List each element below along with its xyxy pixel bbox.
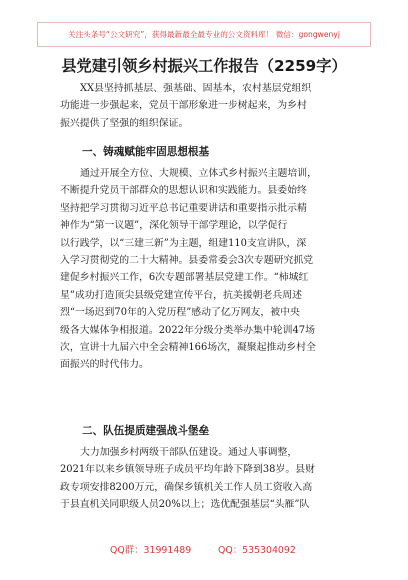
paragraph-line: 面振兴的时代伟力。 [60,359,149,371]
section-2-paragraph [60,444,352,514]
paragraph-line: 次，宣讲十九届六中全会精神166场次，凝聚起推动乡村全 [60,342,316,354]
qq-number: QQ：535304092 [218,545,296,556]
paragraph-line: 星”成功打造顶尖县级党建宣传平台，抗美援朝老兵周述 [60,289,303,301]
paragraph-line: 级各大媒体争相报道。2022年分级分类举办集中轮训47场 [60,324,315,336]
paragraph-line: 以行践学，以“三建三新”为主题，组建110支宣讲队，深 [60,237,307,249]
section-heading-1: 一、铸魂赋能牢固思想根基 [82,146,210,158]
paragraph-line: 坚持把学习贯彻习近平总书记重要讲话和重要指示批示精 [60,202,307,214]
paragraph-line: 建促乡村振兴工作，6次专题部署基层党建工作。“柿城红 [60,272,309,284]
intro-line: 振兴提供了坚强的组织保证。 [60,117,189,129]
intro-line: XX县坚持抓基层、强基础、固基本，农村基层党组织 [80,83,312,94]
paragraph-line: 通过开展全方位、大规模、立体式乡村振兴主题培训， [80,168,318,179]
section-heading-2: 二、队伍提质建强战斗堡垒 [82,425,210,437]
paragraph-line: 入学习贯彻党的二十大精神。县委常委会3次专题研究抓党 [60,255,314,267]
paragraph-line: 不断提升党员干部群众的思想认识和实践能力。县委始终 [60,185,307,197]
paragraph-line: 政专项安排8200万元，确保乡镇机关工作人员工资收入高 [60,481,313,493]
paragraph-line: 于县直机关同职级人员20%以上；选优配强基层“头雁”队 [60,499,310,511]
paragraph-line: 大力加强乡村两级干部队伍建设。通过人事调整， [80,447,298,458]
qq-group-number: QQ群：31991489 [110,545,192,556]
section-1-paragraph [60,165,352,374]
intro-line: 功能进一步强起来，党员干部形象进一步树起来，为乡村 [60,100,307,112]
paragraph-line: 2021年以来乡镇领导班子成员平均年龄下降到38岁。县财 [60,464,315,476]
paragraph-line: 神作为“第一议题”，深化领导干部学理论，以学促行 [60,220,288,232]
paragraph-line: 烈“一场迟到70年的入党历程”感动了亿万网友，被中央 [60,307,300,319]
promo-banner: 关注头条号“公文研究”，获得最新最全最专业的公文资料库！ 微信：gongwenyj [37,22,371,47]
document-title: 县党建引领乡村振兴工作报告（2259字） [61,57,347,75]
intro-paragraph [60,80,352,132]
